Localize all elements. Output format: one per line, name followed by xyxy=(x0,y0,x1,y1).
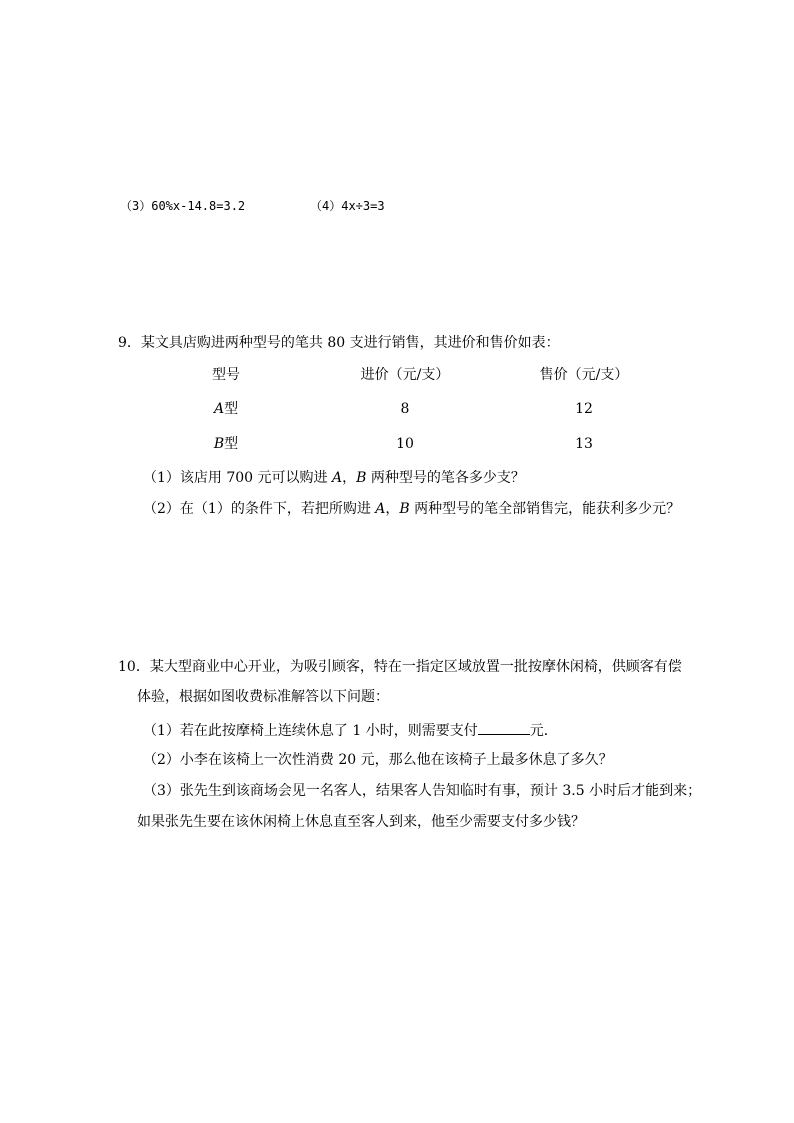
sub-1-text-pre: （1）若在此按摩椅上连续休息了 1 小时，则需要支付 xyxy=(143,723,478,739)
variable-a: A xyxy=(375,501,386,517)
question-9-sub-2 xyxy=(143,502,680,516)
sub-1-text-pre: （1）该店用 700 元可以购进 xyxy=(143,470,332,486)
question-10-sub-2: （2）小李在该椅上一次性消费 20 元，那么他在该椅子上最多休息了多久？ xyxy=(143,752,613,768)
table-header-cost: 进价（元/支） xyxy=(360,367,450,383)
question-10-sub-1 xyxy=(143,722,558,738)
table-header-price: 售价（元/支） xyxy=(539,367,629,383)
table-row-price: 13 xyxy=(575,436,593,452)
table-row-type xyxy=(156,402,296,416)
sub-2-text-pre: （2）在（1）的条件下，若把所购进 xyxy=(143,501,376,517)
question-9-sub-1 xyxy=(143,471,525,485)
question-10-sub-3-line-1: （3）张先生到该商场会见一名客人，结果客人告知临时有事，预计 3.5 小时后才能到来； xyxy=(143,783,702,799)
sub-1-text-post: 两种型号的笔各多少支？ xyxy=(366,470,525,486)
type-suffix: 型 xyxy=(224,401,239,417)
variable-b: B xyxy=(356,470,367,486)
type-variable: A xyxy=(213,401,225,417)
table-row-type xyxy=(156,437,296,451)
question-10-sub-3-line-2: 如果张先生要在该休闲椅上休息直至客人到来，他至少需要支付多少钱？ xyxy=(137,814,585,830)
equation-3: （3）60%x-14.8=3.2 xyxy=(120,199,246,213)
question-9-stem: 9．某文具店购进两种型号的笔共 80 支进行销售，其进价和售价如表： xyxy=(118,335,560,351)
type-suffix: 型 xyxy=(224,436,239,452)
sub-1-text-post: 元． xyxy=(529,723,558,739)
table-row-cost: 8 xyxy=(400,401,410,417)
question-10-stem-line-1: 10．某大型商业中心开业，为吸引顾客，特在一指定区域放置一批按摩休闲椅，供顾客有偿 xyxy=(118,659,682,675)
variable-b: B xyxy=(399,501,410,517)
table-row-cost: 10 xyxy=(396,436,414,452)
answer-blank[interactable] xyxy=(478,722,530,735)
type-variable: B xyxy=(213,436,225,452)
separator: ， xyxy=(342,470,357,486)
variable-a: A xyxy=(331,470,343,486)
table-header-type: 型号 xyxy=(212,367,240,383)
table-row-price: 12 xyxy=(575,401,593,417)
sub-2-text-post: 两种型号的笔全部销售完，能获利多少元？ xyxy=(409,501,681,517)
equation-4: （4）4x÷3=3 xyxy=(310,199,385,213)
question-10-stem-line-2: 体验，根据如图收费标准解答以下问题： xyxy=(137,689,389,705)
separator: ， xyxy=(385,501,400,517)
